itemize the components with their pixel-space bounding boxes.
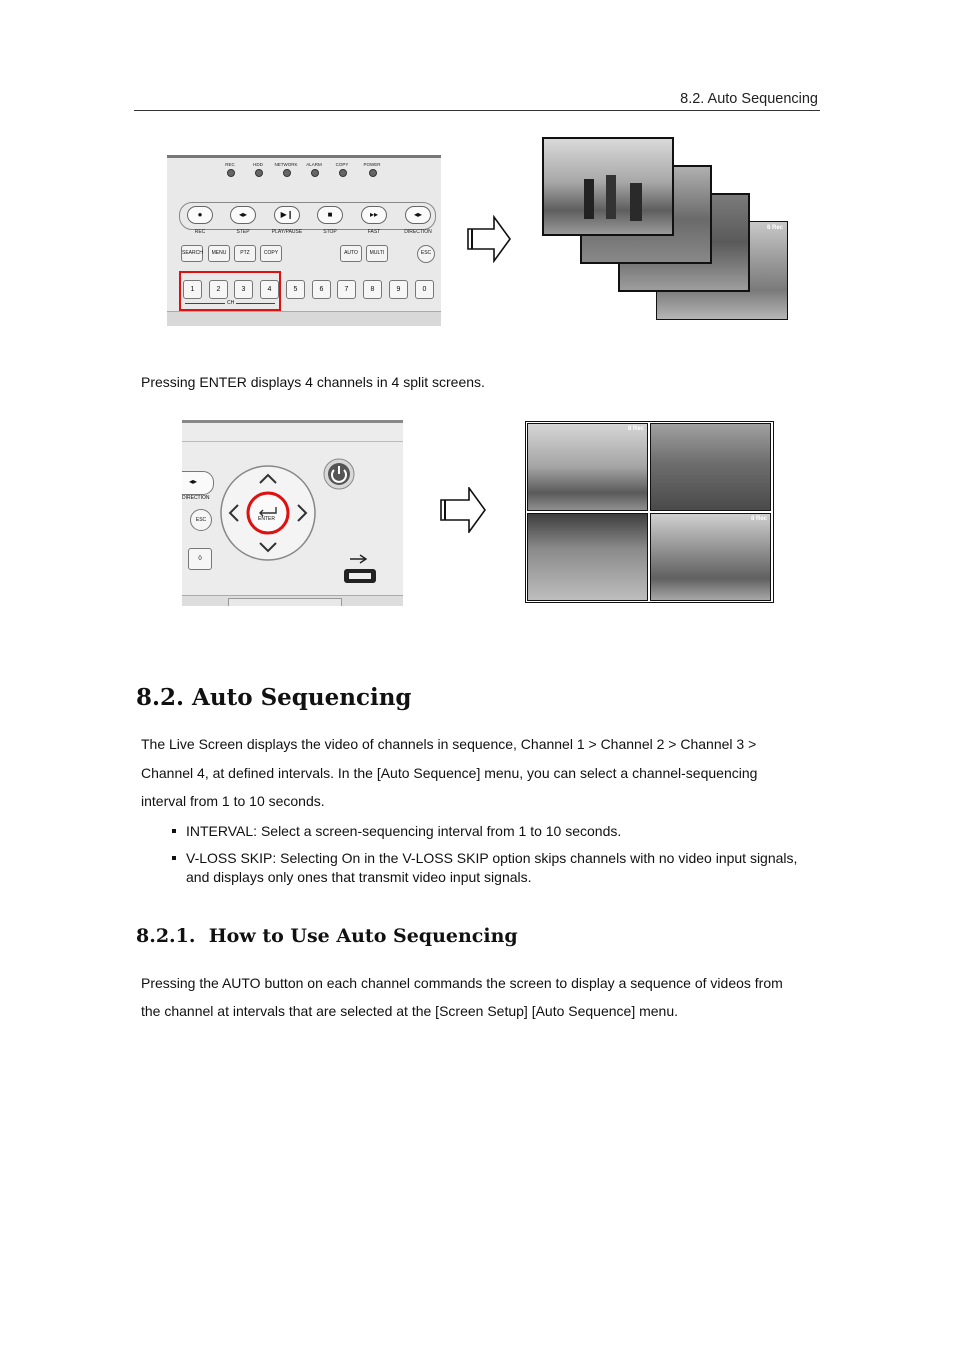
- playback-label: STEP: [236, 229, 250, 235]
- ch-label: CH: [227, 300, 235, 306]
- split-channel-4: [650, 513, 771, 601]
- section-paragraph-line: The Live Screen displays the video of channels in sequence, Channel 1 > Channel 2 > Channel 3 >: [141, 736, 757, 752]
- function-button[interactable]: SEARCH: [181, 245, 203, 262]
- zero-label: 0: [198, 556, 202, 562]
- status-led-icon: [339, 169, 347, 177]
- split-channel-3: [527, 513, 648, 601]
- section-paragraph-line: interval from 1 to 10 seconds.: [141, 793, 325, 809]
- channel-number-button[interactable]: 5: [286, 280, 305, 299]
- esc-label: ESC: [195, 517, 207, 523]
- bullet-interval: INTERVAL: Select a screen-sequencing interval from 1 to 10 seconds.: [186, 823, 622, 839]
- esc-button: [190, 509, 212, 531]
- playback-label: REC: [194, 229, 206, 235]
- playback-label: DIRECTION: [404, 229, 432, 235]
- channel-number-button[interactable]: 7: [337, 280, 356, 299]
- zero-button: [188, 548, 212, 570]
- playback-button[interactable]: ●: [187, 206, 213, 224]
- function-button[interactable]: MENU: [208, 245, 230, 262]
- split-screen-4: [525, 421, 774, 603]
- function-button[interactable]: MULTI: [366, 245, 388, 262]
- channel-number-button[interactable]: 2: [209, 280, 228, 299]
- function-button[interactable]: COPY: [260, 245, 282, 262]
- status-led-icon: [255, 169, 263, 177]
- function-button[interactable]: AUTO: [340, 245, 362, 262]
- channel-number-button[interactable]: 4: [260, 280, 279, 299]
- led-label: REC: [225, 162, 235, 167]
- split-channel-2: [650, 423, 771, 511]
- dpad-panel-figure: [182, 420, 403, 606]
- channel-number-button[interactable]: 6: [312, 280, 331, 299]
- led-label: POWER: [363, 162, 381, 167]
- channel-number-button[interactable]: 3: [234, 280, 253, 299]
- playback-frame: [179, 202, 436, 230]
- dpad-icon: [218, 463, 318, 563]
- playback-button[interactable]: ▶❙: [274, 206, 300, 224]
- subsection-paragraph-line: Pressing the AUTO button on each channel commands the screen to display a sequence of videos from: [141, 975, 783, 991]
- playback-button[interactable]: ■: [317, 206, 343, 224]
- playback-label: FAST: [367, 229, 381, 235]
- caption-4-split: Pressing ENTER displays 4 channels in 4 split screens.: [141, 374, 485, 390]
- cam-label: 8 Rec: [766, 225, 783, 231]
- subsection-paragraph-line: the channel at intervals that are selected at the [Screen Setup] [Auto Sequence] menu.: [141, 1003, 679, 1019]
- channel-number-button[interactable]: 8: [363, 280, 382, 299]
- enter-label: ENTER: [258, 516, 275, 522]
- power-icon: [322, 457, 356, 491]
- right-arrow-icon: [466, 215, 512, 263]
- bullet-vloss-skip-cont: and displays only ones that transmit video input signals.: [186, 869, 532, 885]
- bullet-vloss-skip: V-LOSS SKIP: Selecting On in the V-LOSS SKIP option skips channels with no video input signals,: [186, 850, 798, 866]
- status-led-icon: [311, 169, 319, 177]
- status-led-icon: [227, 169, 235, 177]
- section-paragraph-line: Channel 4, at defined intervals. In the [Auto Sequence] menu, you can select a channel-sequencing: [141, 765, 758, 781]
- led-label: NETWORK: [274, 162, 298, 167]
- section-heading: 8.2. Auto Sequencing: [136, 684, 412, 711]
- led-label: HDD: [253, 162, 263, 167]
- direction-button: ◂▸: [182, 471, 214, 495]
- cam-label: 8 Rec: [627, 426, 644, 432]
- status-led-icon: [283, 169, 291, 177]
- bullet-marker: [172, 829, 176, 833]
- running-header: 8.2. Auto Sequencing: [680, 91, 818, 107]
- usb-icon: [340, 553, 380, 589]
- led-label: COPY: [335, 162, 349, 167]
- cam-label: 8 Rec: [750, 516, 767, 522]
- playback-button[interactable]: ▸▸: [361, 206, 387, 224]
- split-channel-1: [527, 423, 648, 511]
- camera-frame-1: [542, 137, 674, 236]
- led-label: ALARM: [306, 162, 322, 167]
- front-panel-figure: [167, 155, 441, 326]
- bullet-marker: [172, 856, 176, 860]
- header-rule: [134, 110, 820, 111]
- function-button[interactable]: PTZ: [234, 245, 256, 262]
- playback-button[interactable]: ◂▸: [405, 206, 431, 224]
- status-led-icon: [369, 169, 377, 177]
- playback-button[interactable]: ◂▸: [230, 206, 256, 224]
- playback-label: STOP: [323, 229, 337, 235]
- right-arrow-icon: [439, 487, 487, 533]
- channel-number-button[interactable]: 1: [183, 280, 202, 299]
- subsection-heading: 8.2.1. How to Use Auto Sequencing: [136, 925, 518, 947]
- panel-bottom: [167, 311, 441, 326]
- function-button[interactable]: ESC: [417, 245, 435, 263]
- playback-label: PLAY/PAUSE: [271, 229, 303, 235]
- channel-number-button[interactable]: 0: [415, 280, 434, 299]
- direction-label: DIRECTION: [182, 495, 210, 501]
- sequence-stack: [542, 137, 788, 321]
- channel-number-button[interactable]: 9: [389, 280, 408, 299]
